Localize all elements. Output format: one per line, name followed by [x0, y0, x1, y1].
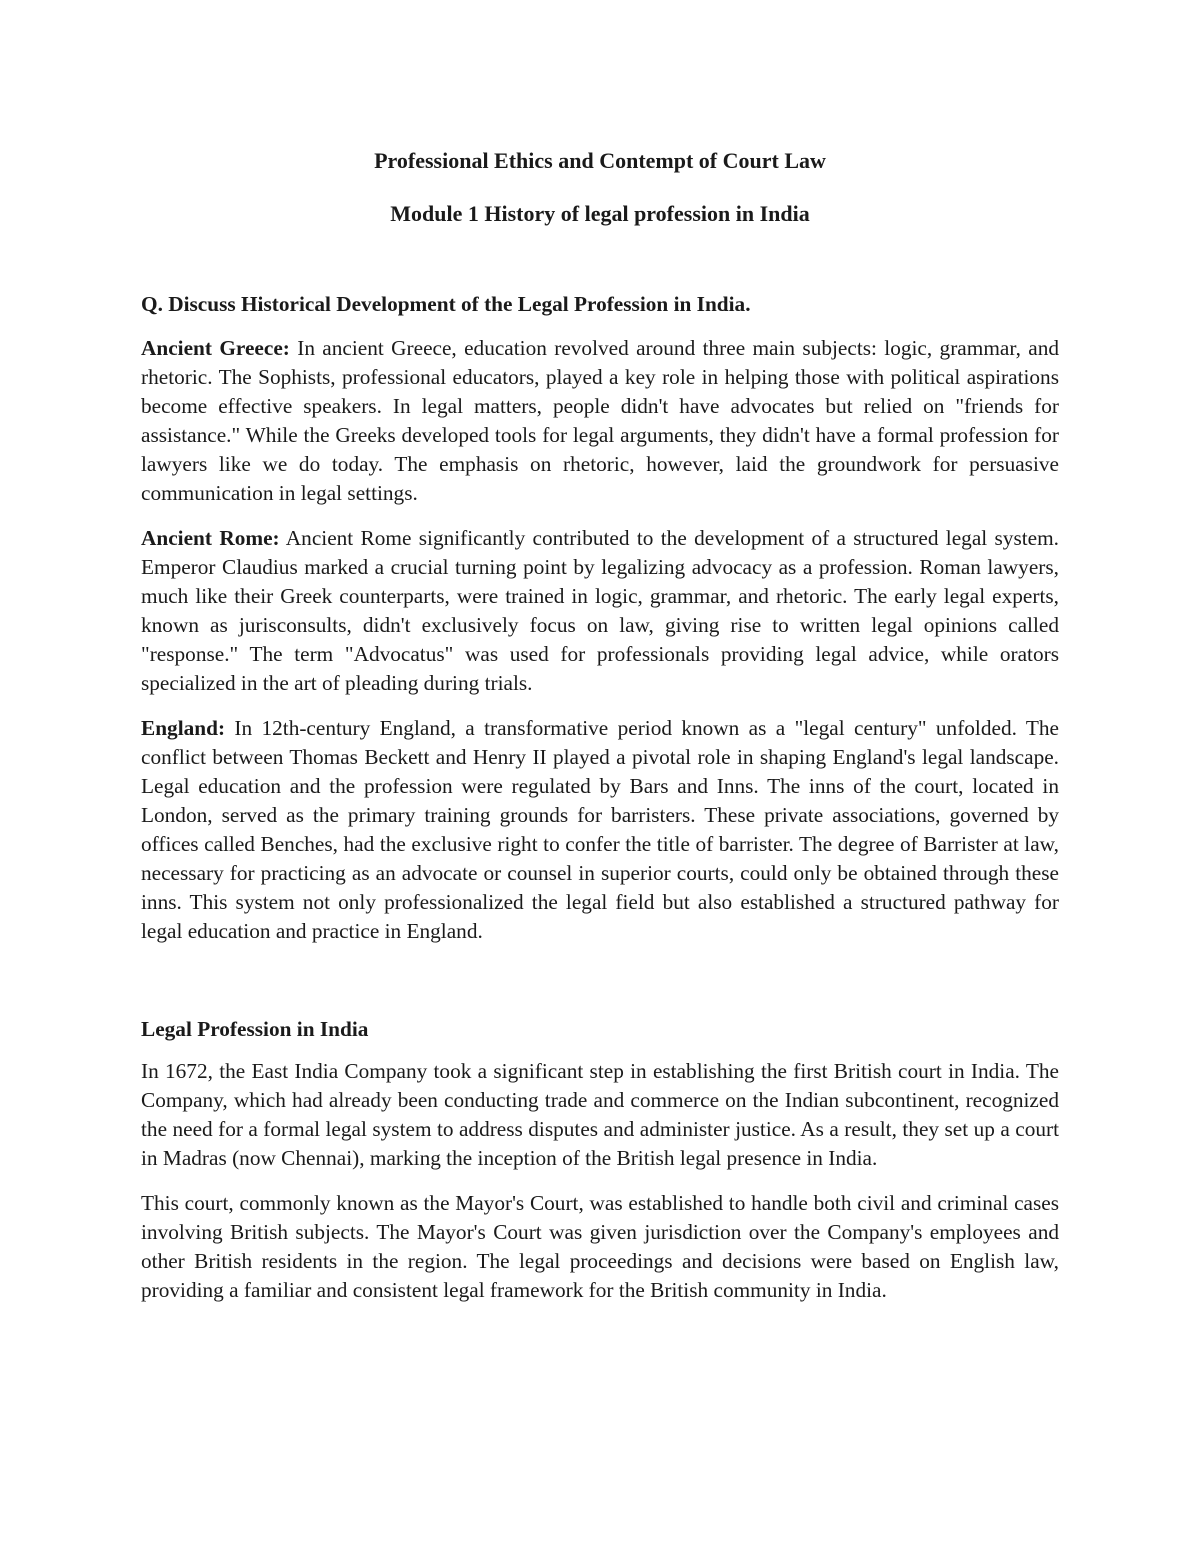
document-title: Professional Ethics and Contempt of Court Law — [374, 148, 826, 173]
question-heading: Q. Discuss Historical Development of the Legal Profession in India. — [141, 292, 751, 316]
india-paragraph-1: In 1672, the East India Company took a significant step in establishing the first British court in India. The Company, which had already been conducting trade and commerce on the Indian subcontinent, recognized the need for a formal legal system to address disputes and administer justice. As a result, they set up a court in Madras (now Chennai), marking the inception of the British legal presence in India. — [141, 1059, 1059, 1170]
section-lead-rome: Ancient Rome: — [141, 526, 280, 550]
section-text-england: In 12th-century England, a transformative period known as a "legal century" unfolded. The conflict between Thomas Beckett and Henry II played a pivotal role in shaping England's legal landscape. Legal education and the profession were regulated by Bars and Inns. The inns of the court, located in London, served as the primary training grounds for barristers. These private associations, governed by offices called Benches, had the exclusive right to confer the title of barrister. The degree of Barrister at law, necessary for practicing as an advocate or counsel in superior courts, could only be obtained through these inns. This system not only professionalized the legal field but also established a structured pathway for legal education and practice in England. — [141, 716, 1059, 943]
section-text-greece: In ancient Greece, education revolved around three main subjects: logic, grammar, and rhetoric. The Sophists, professional educators, played a key role in helping those with political aspirations become effective speakers. In legal matters, people didn't have advocates but relied on "friends for assistance." While the Greeks developed tools for legal arguments, they didn't have a formal profession for lawyers like we do today. The emphasis on rhetoric, however, laid the groundwork for persuasive communication in legal settings. — [141, 336, 1059, 505]
india-heading: Legal Profession in India — [141, 1017, 369, 1041]
india-paragraph-2: This court, commonly known as the Mayor's Court, was established to handle both civil and criminal cases involving British subjects. The Mayor's Court was given jurisdiction over the Company's employees and other British residents in the region. The legal proceedings and decisions were based on English law, providing a familiar and consistent legal framework for the British community in India. — [141, 1191, 1059, 1302]
section-ancient-rome — [141, 524, 1059, 698]
section-lead-england: England: — [141, 716, 226, 740]
section-lead-greece: Ancient Greece: — [141, 336, 290, 360]
section-england — [141, 714, 1059, 946]
document-subtitle: Module 1 History of legal profession in India — [390, 201, 810, 226]
section-ancient-greece — [141, 334, 1059, 508]
document-page — [141, 140, 1059, 1305]
section-text-rome: Ancient Rome significantly contributed to the development of a structured legal system. Emperor Claudius marked a crucial turning point by legalizing advocacy as a profession. Roman lawyers, much like their Greek counterparts, were trained in logic, grammar, and rhetoric. The early legal experts, known as jurisconsults, didn't exclusively focus on law, giving rise to written legal opinions called "response." The term "Advocatus" was used for professionals providing legal advice, while orators specialized in the art of pleading during trials. — [141, 526, 1060, 695]
